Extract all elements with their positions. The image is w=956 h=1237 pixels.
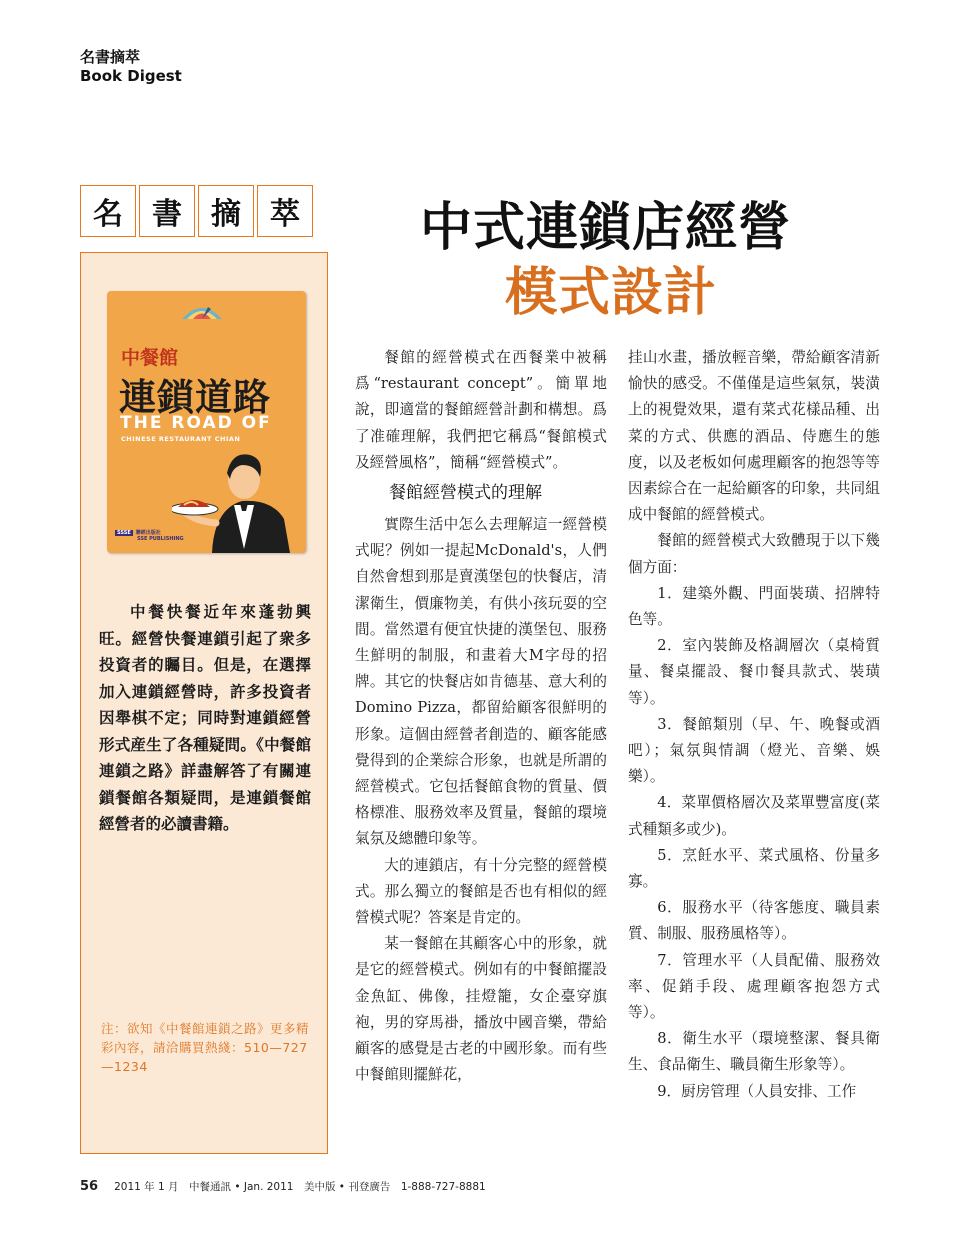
list-item: 8．衛生水平（環境整潔、餐具衛生、食品衛生、職員衛生形象等）。 [628, 1030, 880, 1074]
body-column-left [355, 345, 607, 1088]
book-fan-icon [177, 299, 227, 321]
section-heading: 餐館經營模式的理解 [389, 483, 542, 504]
section-label-en: Book Digest [80, 67, 182, 85]
page-footer [80, 1179, 486, 1194]
paragraph: 某一餐館在其顧客心中的形象，就是它的經營模式。例如有的中餐館擺設金魚缸、佛像，挂燈籠，女企臺穿旗袍，男的穿馬褂，播放中國音樂，帶給顧客的感覺是古老的中國形象。而有些中餐館則擺鮮花， [355, 935, 607, 1084]
purchase-note: 注：欲知《中餐館連鎖之路》更多精彩內容，請洽購買熱綫：510—727—1234 [101, 1021, 310, 1074]
footer-text: 2011 年 1 月 中餐通訊 • Jan. 2011 美中版 • 刊登廣告 1-888-727-8881 [114, 1181, 486, 1193]
cover-title-en: THE ROAD OF [120, 413, 272, 433]
column-title-char: 書 [139, 185, 195, 237]
cover-subtitle-en: CHINESE RESTAURANT CHIAN [121, 435, 241, 443]
body-column-right [628, 345, 880, 1105]
publisher-name: 聯經出版社 [135, 530, 161, 536]
article-title: 中式連鎖店經營 [420, 197, 792, 258]
page-number: 56 [80, 1179, 99, 1194]
publisher-name-en: SSE PUBLISHING [137, 536, 184, 542]
column-title-char: 萃 [257, 185, 313, 237]
list-item: 2．室內裝飾及格調層次（桌椅質量、餐桌擺設、餐巾餐具款式、裝璜等）。 [628, 637, 880, 707]
list-item: 6．服務水平（待客態度、職員素質、制服、服務風格等）。 [628, 899, 880, 943]
column-title-char: 名 [80, 185, 136, 237]
list-item: 5．烹飪水平、菜式風格、份量多寡。 [628, 846, 880, 891]
cover-title-large: 連鎖道路 [119, 375, 271, 419]
list-item: 4．菜單價格層次及菜單豐富度(菜式種類多或少)。 [628, 794, 880, 838]
section-label-zh: 名書摘萃 [80, 48, 141, 66]
book-sidebar [80, 252, 328, 1154]
list-item: 3．餐館類別（早、午、晚餐或酒吧）；氣氛與情調（燈光、音樂、娛樂）。 [628, 715, 880, 786]
book-summary-text: 中餐快餐近年來蓬勃興旺。經營快餐連鎖引起了衆多投資者的矚目。但是，在選擇加入連鎖經營時，許多投資者因舉棋不定；同時對連鎖經營形式産生了各種疑問。《中餐館連鎖之路》詳盡解答了有關連鎖餐館各類疑問，是連鎖餐館經營者的必讀書籍。 [99, 602, 311, 833]
section-label [80, 48, 182, 86]
publisher-badge: SSSE [117, 530, 131, 536]
list-item: 1．建築外觀、門面裝璜、招牌特色等。 [628, 584, 880, 629]
cover-publisher [115, 529, 184, 542]
book-summary [99, 599, 311, 838]
paragraph: 大的連鎖店，有十分完整的經營模式。那么獨立的餐館是否也有相似的經營模式呢？答案是肯定的。 [355, 856, 607, 927]
column-title-boxes [80, 185, 313, 237]
column-title-char: 摘 [198, 185, 254, 237]
list-item: 7．管理水平（人員配備、服務效率、促銷手段、處理顧客抱怨方式等）。 [628, 951, 880, 1022]
paragraph: 挂山水畫，播放輕音樂，帶給顧客清新愉快的感受。不僅僅是這些氣氛，裝潢上的視覺效果，還有菜式花樣品種、出菜的方式、供應的酒品、侍應生的態度，以及老板如何處理顧客的抱怨等等因素綜合在一起給顧客的印象，共同組成中餐館的經營模式。 [628, 349, 880, 524]
waiter-illustration [172, 439, 302, 553]
article-subtitle: 模式設計 [505, 262, 718, 323]
paragraph: 餐館的經營模式在西餐業中被稱爲“restaurant concept”。簡單地說，即適當的餐館經營計劃和構想。爲了准確理解，我們把它稱爲“餐館模式及經營風格”，簡稱“經營模式”。 [355, 349, 607, 471]
paragraph: 餐館的經營模式大致體現于以下幾個方面： [628, 532, 880, 576]
book-cover-image [107, 291, 306, 553]
cover-title-small: 中餐館 [121, 347, 179, 369]
paragraph: 實際生活中怎么去理解這一經營模式呢？例如一提起McDonald's，人們自然會想到那是賣漢堡包的快餐店，清潔衛生，價廉物美，有供小孩玩耍的空間。當然還有便宜快捷的漢堡包、服務生鮮明的制服，和畫着大M字母的招牌。其它的快餐店如肯德基、意大利的Domino Pizza，都留給顧客很鮮明的形象。這個由經營者創造的、顧客能感覺得到的企業綜合形象，也就是所謂的經營模式。它包括餐館食物的質量、價格標准、服務效率及質量，餐館的環境氣氛及總體印象等。 [355, 516, 607, 848]
list-item: 9．厨房管理（人員安排、工作 [657, 1082, 857, 1100]
